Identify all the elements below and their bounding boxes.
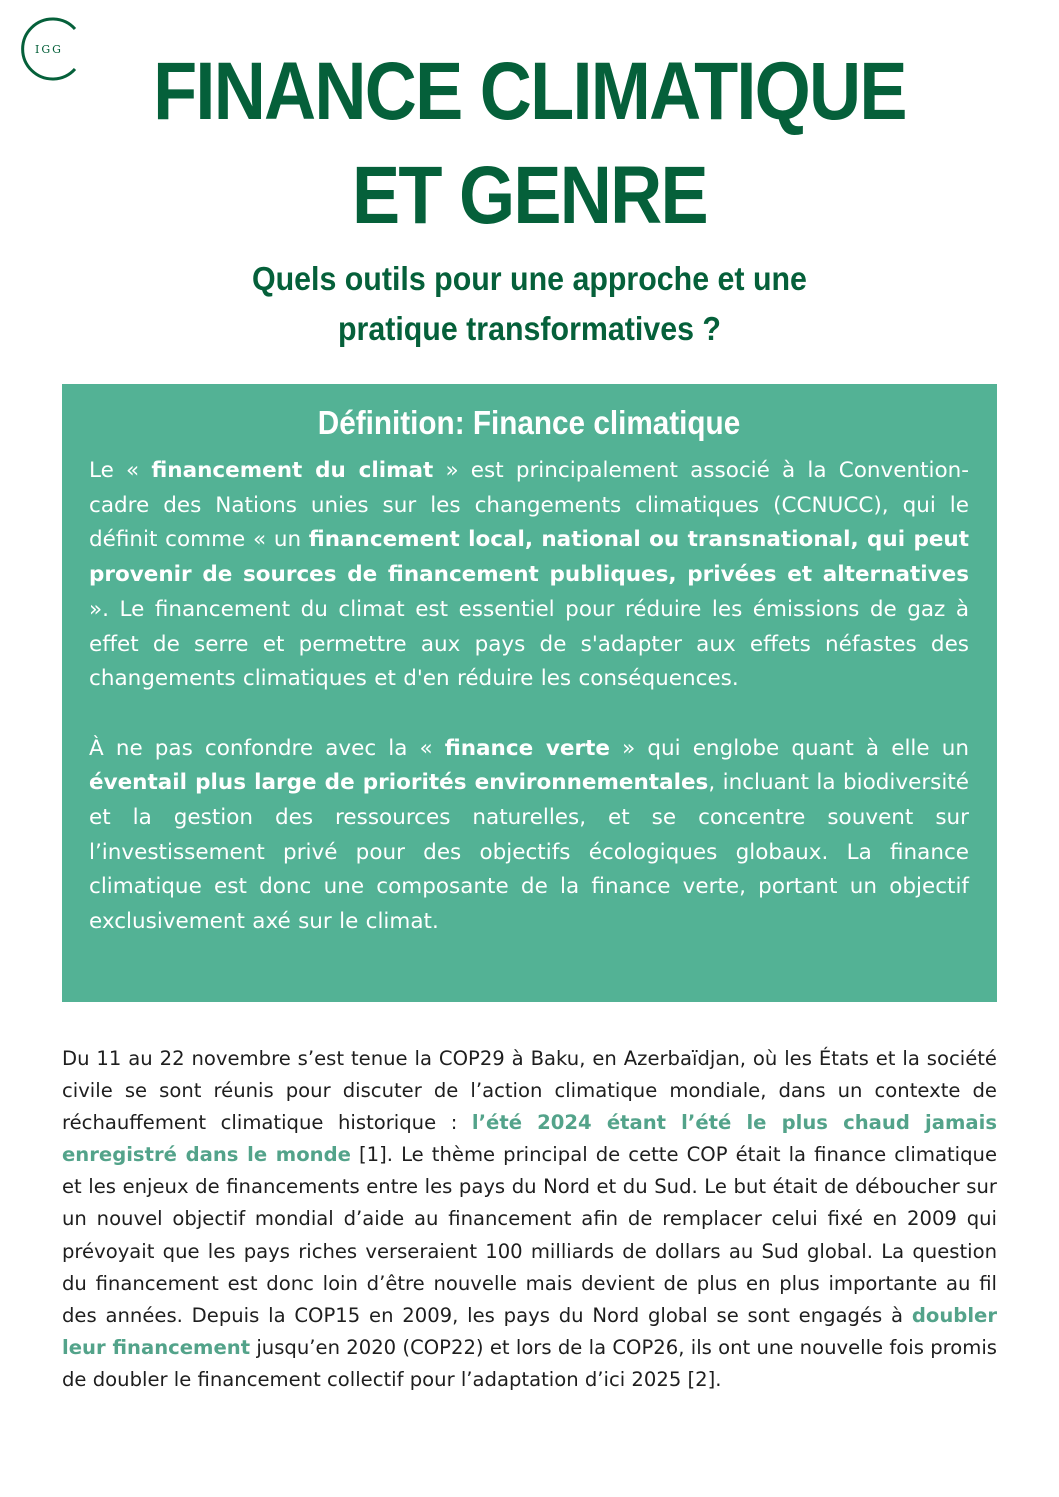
- text-run: jusqu’en 2020 (COP22) et lors de la COP26, ils ont une nouvelle fois promis de doubler le financement collectif pour l’adaptation d’ici 2025 [2].: [62, 1335, 997, 1391]
- definition-box: [62, 384, 997, 1002]
- text-run: ». Le financement du climat est essentiel pour réduire les émissions de gaz à effet de serre et permettre aux pays de s'adapter aux effets néfastes des changements climatiques et d'en réduire les conséquences.: [89, 596, 969, 692]
- logo-text: IGG: [35, 43, 63, 56]
- definition-title: Définition: Finance climatique: [317, 404, 741, 441]
- text-run: » qui englobe quant à elle un: [609, 735, 969, 761]
- bold-term: finance verte: [444, 735, 610, 761]
- bold-term: éventail plus large de priorités environnementales: [89, 770, 709, 796]
- text-run: Le «: [89, 458, 152, 483]
- title-line-2: ET GENRE: [352, 150, 707, 241]
- subtitle-line-1: Quels outils pour une approche et une: [251, 260, 807, 297]
- definition-paragraph-1: [89, 454, 969, 697]
- subtitle-line-2: pratique transformatives ?: [337, 310, 721, 347]
- page-subtitle: [42, 254, 1016, 354]
- bold-term: financement du climat: [151, 458, 434, 483]
- body-paragraph: [62, 1043, 997, 1396]
- bold-term: financement local, national ou transnational, qui peut provenir de sources de financement publiques, privées et alternatives: [89, 527, 970, 588]
- text-run: Du 11 au 22 novembre s’est tenue la COP29 à Baku, en Azerbaïdjan, où les États et la société civile se sont réunis pour discuter de l’action climatique mondiale, dans un contexte de réchauffement climatique historique :: [62, 1047, 997, 1135]
- highlight-link[interactable]: l’été 2024 étant l’été le plus chaud jamais enregistré dans le monde: [62, 1111, 997, 1167]
- text-run: » est principalement associé à la Convention-cadre des Nations unies sur les changements climatiques (CCNUCC), qui le définit comme « un: [89, 458, 970, 553]
- definition-paragraph-2: [89, 732, 969, 940]
- title-line-1: FINANCE CLIMATIQUE: [153, 46, 906, 137]
- text-run: , incluant la biodiversité et la gestion des ressources naturelles, et se concentre souvent sur l’investissement privé pour des objectifs écologiques globaux. La finance climatique est donc une composante de la finance verte, portant un objectif exclusivement axé sur le climat.: [89, 770, 969, 935]
- text-run: [1]. Le thème principal de cette COP était la finance climatique et les enjeux de financements entre les pays du Nord et du Sud. Le but était de déboucher sur un nouvel objectif mondial d’aide au financement afin de remplacer celui fixé en 2009 qui prévoyait que les pays riches verseraient 100 milliards de dollars au Sud global. La question du financement est donc loin d’être nouvelle mais devient de plus en plus importante au fil des années. Depuis la COP15 en 2009, les pays du Nord global se sont engagés à: [62, 1143, 997, 1327]
- text-run: À ne pas confondre avec la «: [89, 735, 445, 761]
- page-title: [63, 40, 995, 248]
- highlight-link[interactable]: doubler leur financement: [62, 1303, 997, 1359]
